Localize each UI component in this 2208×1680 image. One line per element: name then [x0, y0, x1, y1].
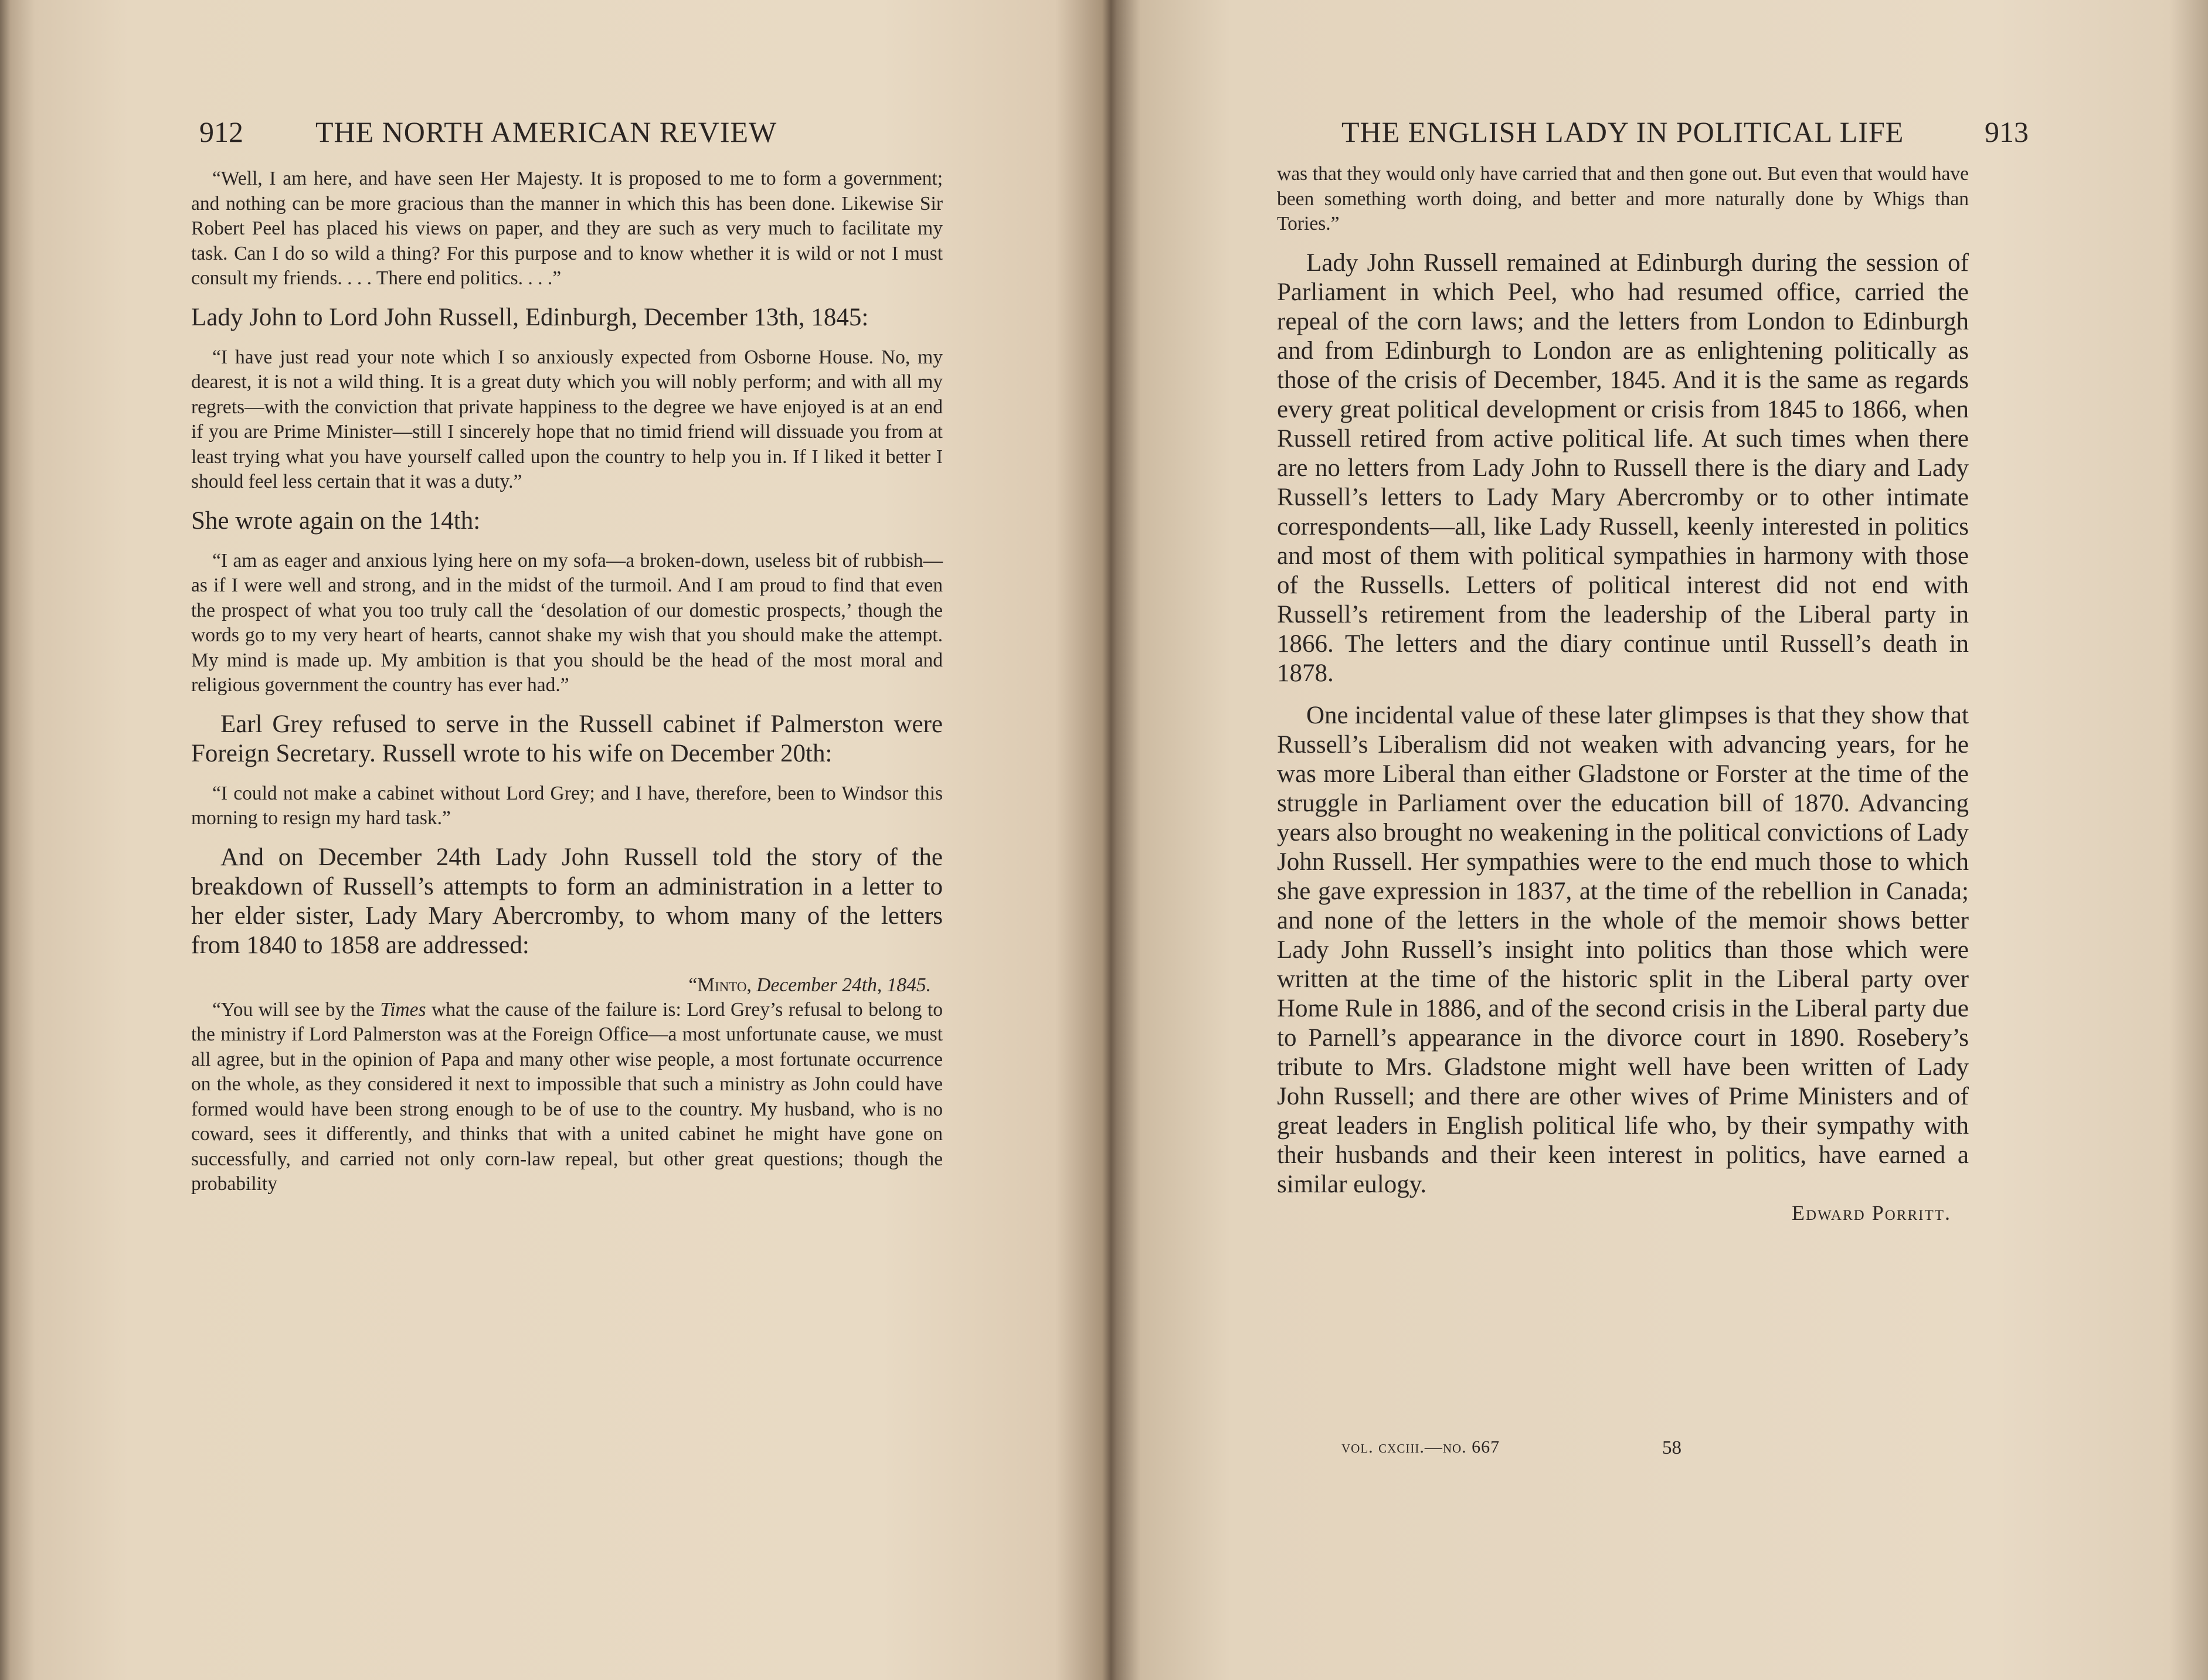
quoted-letter — [191, 998, 943, 1197]
author-signature: Edward Porritt. — [1792, 1201, 1951, 1225]
body-paragraph: Lady John Russell remained at Edinburgh during the session of Parliament in which Peel, who had resumed office, carried the repeal of the corn laws; and the letters from London to Edinburgh and from Edinburgh to London are as enlightening politically as those of the crisis of December, 1845. And it is the same as regards every great political development or crisis from 1845 to 1866, when Russell retired from active political life. At such times when there are no letters from Lady John to Russell there is the diary and Lady Russell’s letters to Lady Mary Abercromby or to other intimate correspondents—all, like Lady Russell, keenly interested in politics and most of them with political sympathies in harmony with those of the Russells. Letters of political interest did not end with Russell’s retirement from the leadership of the Liberal party in 1866. The letters and the diary continue until Russell’s death in 1878. — [1277, 249, 1969, 687]
right-page — [1114, 0, 2208, 1680]
running-head: THE NORTH AMERICAN REVIEW — [315, 115, 777, 148]
dateline-place: “Minto, — [688, 974, 752, 996]
quoted-letter: “I have just read your note which I so anxiously expected from Osborne House. No, my dearest, it is not a wild thing. It is a great duty which you will nobly perform; and with all my regrets—with the conviction that private happiness to the degree we have enjoyed is at an end if you are Prime Minister—still I sincerely hope that no timid friend will dissuade you from at least trying what you have yourself called upon the country to help you in. If I liked it better I should feel less certain that it was a duty.” — [191, 346, 943, 492]
quoted-letter: “I could not make a cabinet without Lord Grey; and I have, therefore, been to Windsor this morning to resign my hard task.” — [191, 782, 943, 829]
running-head: THE ENGLISH LADY IN POLITICAL LIFE — [1341, 115, 1904, 148]
quote-text: “You will see by the — [212, 998, 381, 1021]
quoted-letter: “I am as eager and anxious lying here on my sofa—a broken-down, useless bit of rubbish—as if I were well and strong, and in the midst of the turmoil. And I am proud to find that even the prospect of what you too truly call the ‘desolation of our domestic prospects,’ though the words go to my very heart of hearts, cannot shake my wish that you should make the attempt. My mind is made up. My ambition is that you should be the head of the most moral and religious government the country has ever had.” — [191, 549, 943, 696]
dateline-date: December 24th, 1845. — [756, 974, 931, 996]
body-paragraph: And on December 24th Lady John Russell told the story of the breakdown of Russell’s attempts to form an administration in a letter to her elder sister, Lady Mary Abercromby, to whom many of the letters from 1840 to 1858 are addressed: — [191, 843, 943, 959]
left-text-column — [191, 166, 943, 1209]
body-paragraph: Lady John to Lord John Russell, Edinburgh, December 13th, 1845: — [191, 303, 869, 331]
quoted-letter: “Well, I am here, and have seen Her Majesty. It is proposed to me to form a government; and nothing can be more gracious than the manner in which this has been done. Likewise Sir Robert Peel has placed his views on paper, and they are such as very much to facilitate my task. Can I do so wild a thing? For this purpose and to know whether it is wild or not I must consult my friends. . . . There end politics. . . .” — [191, 168, 943, 289]
signature-mark: 58 — [1662, 1437, 1682, 1458]
right-text-column — [1277, 162, 1969, 1225]
volume-footer: vol. cxciii.—no. 667 — [1341, 1437, 1500, 1457]
quote-text: what the cause of the failure is: Lord Grey’s refusal to belong to the ministry if Lord Palmerston was at the Foreign Office—a most unfortunate cause, we must all agree, but in the opinion of Papa and many other wise people, a most fortunate occurrence on the whole, as they considered it next to impossible that such a ministry as John could have formed would have been strong enough to be of use to the country. My husband, who is no coward, sees it differently, and thinks that with a united cabinet he might have gone on successfully, and carried not only corn-law repeal, but other great questions; though the probability — [191, 998, 943, 1195]
page-number: 913 — [1985, 115, 2029, 148]
page-number: 912 — [199, 115, 243, 148]
newspaper-title: Times — [380, 998, 426, 1021]
body-paragraph: Earl Grey refused to serve in the Russell cabinet if Palmerston were Foreign Secretary. Russell wrote to his wife on December 20th: — [191, 710, 943, 767]
letter-dateline — [191, 973, 931, 998]
body-paragraph: One incidental value of these later glimpses is that they show that Russell’s Liberalism did not weaken with advancing years, for he was more Liberal than either Gladstone or Forster at the time of the struggle in Parliament over the education bill of 1870. Advancing years also brought no weakening in the political convictions of Lady John Russell. Her sympathies were to the end much those to which she gave expression in 1837, at the time of the rebellion in Canada; and none of the letters in the whole of the memoir shows better Lady John Russell’s insight into politics than those which were written at the time of the historic split in the Liberal party over Home Rule in 1886, and of the second crisis in the Liberal party due to Parnell’s appearance in the divorce court in 1890. Rosebery’s tribute to Mrs. Gladstone might well have been written of Lady John Russell; and there are other wives of Prime Ministers and of great leaders in English political life who, by their sympathy with their husbands and their keen interest in politics, have earned a similar eulogy. — [1277, 701, 1969, 1198]
body-paragraph: She wrote again on the 14th: — [191, 506, 481, 535]
quoted-letter-continued: was that they would only have carried that and then gone out. But even that would have been something worth doing, and better and more naturally done by Whigs than Tories.” — [1277, 163, 1969, 234]
